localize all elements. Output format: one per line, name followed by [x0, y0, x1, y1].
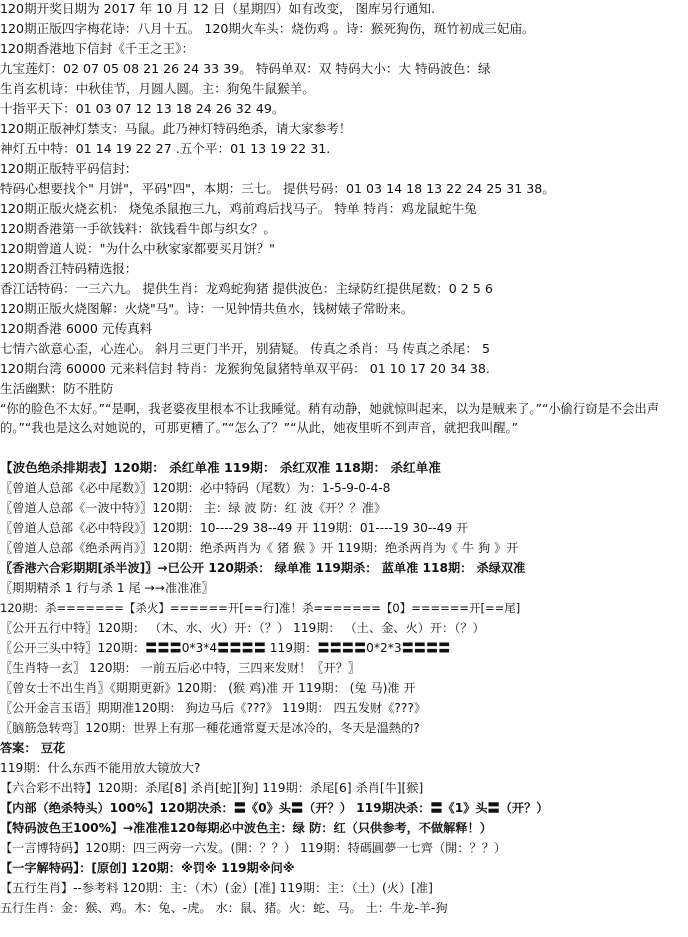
zeng-range: 〖曾道人总部《必中特段》〗120期：10----29 38--49 开 119期：01----19 30--49 开	[0, 521, 469, 535]
plum-poem-line: 120期正版四字梅花诗：八月十五。 120期火车头：烧伤鸡 。诗：猴死狗伤，斑竹初成三妃庙。	[0, 21, 535, 36]
xiangjiang-title: 120期香江特码精选报：	[0, 261, 138, 276]
golden-words-pick: 〖公开金言玉语〗期期准120期： 狗边马后《???》 119期： 四五发财《???》	[0, 701, 427, 715]
nine-lotus-numbers: 九宝莲灯：02 07 05 08 21 26 24 33 39。 特码单双：双 特码大小：大 特码波色：绿	[0, 61, 491, 76]
zeng-tail-numbers: 〖曾道人总部《必中尾数》〗120期：必中特码（尾数）为：1-5-9-0-4-8	[0, 481, 391, 495]
hk-envelope-title: 120期香港地下信封《千王之王》：	[0, 41, 195, 56]
humor-joke-paragraph: “你的脸色不太好。”“是啊，我老婆夜里根本不让我睡觉。稍有动静，她就惊叫起来，以为是贼来了。”“小偷行窃是不会出声的。”“我也是这么对她说的，可那更糟了。”“怎么了？”“从此，她夜里听不到声音，就把我叫醒。”	[0, 402, 659, 435]
zodiac-poem: 生肖玄机诗：中秋佳节，月圆人圆。主：狗兔牛鼠猴羊。	[0, 81, 315, 96]
zeng-kill-two-zodiac: 〖曾道人总部《绝杀两肖》〗120期：绝杀两肖为《 猪 猴 》开 119期：绝杀两肖为《 牛 狗 》开	[0, 541, 519, 555]
humor-title: 生活幽默：防不胜防	[0, 381, 114, 396]
one-char-pick: 【一字解特码】：[原创] 120期：※罚※ 119期※问※	[0, 861, 295, 875]
five-element-zodiac-pick: 【五行生肖】--参考料 120期：主：（木）(金）[准] 119期：主：（土）(火）[准]	[0, 881, 433, 895]
kill-head-pick: 【内部（绝杀特头）100%】120期决杀：〓《0》头〓（开？） 119期决杀：〓《1》头〓（开？）	[0, 801, 549, 815]
three-head-pick: 〖公开三头中特〗120期：〓〓〓0*3*4〓〓〓〓 119期：〓〓〓〓0*2*3〓〓〓〓	[0, 641, 451, 655]
brain-teaser-119: 119期：什么东西不能用放大镜放大?	[0, 761, 201, 775]
five-element-zodiac-table: 五行生肖：金：猴、鸡。木：兔、-虎。 水：鼠、猪。火：蛇、马。 土：牛龙-羊-狗	[0, 901, 448, 915]
brain-teaser-answer: 答案： 豆花	[0, 741, 66, 755]
one-word-pick: 【一言博特码】120期：四三两旁一六发。(開：？？） 119期：特碼圓夢一七齊（開：？？）	[0, 841, 507, 855]
zeng-one-wave: 〖曾道人总部《一波中特》〗120期： 主：绿 波 防：红 波《开？？准》	[0, 501, 387, 515]
wave-king-pick: 【特码波色王100%】→准准准120每期必中波色主：绿 防：红（只供参考，不做解释！）	[0, 821, 492, 835]
color-kill-schedule: 【波色绝杀排期表】120期： 杀红单准 119期： 杀红双准 118期： 杀红单准	[0, 460, 441, 475]
lamp-five-numbers: 神灯五中特：01 14 19 22 27 .五个平：01 13 19 22 31.	[0, 141, 331, 156]
taiwan-envelope-line: 120期台湾 60000 元来料信封 特肖：龙猴狗兔鼠猪特单双平码： 01 10 17 20 34 38.	[0, 361, 490, 376]
lamp-forbid-line: 120期正版神灯禁支：马鼠。此乃神灯特码绝杀，请大家参考！	[0, 121, 352, 136]
hk-first-hand-line: 120期香港第一手欲钱料：欲钱看牛郎与织女？。	[0, 221, 276, 236]
fax-riddle-line: 七情六欲意心歪，心连心。 斜月三更门半开，别猜疑。 传真之杀肖：马 传真之杀尾： 5	[0, 341, 490, 356]
kill-fire-tail: 120期：杀=======【杀火】======开[==行]准！杀=======【0】======开[==尾]	[0, 601, 521, 615]
ms-zeng-zodiac: 〖曾女士不出生肖〗《期期更新》120期： (猴 鸡)准 开 119期： (兔 马)准 开	[0, 681, 416, 695]
no-special-pick: 【六合彩不出特】120期：杀尾[8] 杀肖[蛇][狗] 119期：杀尾[6] 杀肖[牛][猴]	[0, 781, 424, 795]
hk-fax-title: 120期香港 6000 元传真料	[0, 321, 153, 336]
fire-illustration-line: 120期正版火烧图解：火烧"马"。诗：一见钟情共鱼水，钱树婊子常盼来。	[0, 301, 414, 316]
zodiac-mystery-pick: 〖生肖特一玄〗 120期： 一前五后必中特，三四来发财！〖开？〗	[0, 661, 361, 675]
xiangjiang-details: 香江话特码：一三六九。 提供生肖：龙鸡蛇狗猪 提供波色：主绿防红提供尾数：0 2 5 6	[0, 281, 493, 296]
ten-finger-numbers: 十指平天下：01 03 07 12 13 18 24 26 32 49。	[0, 101, 285, 116]
draw-date-notice: 120期开奖日期为 2017 年 10 月 12 日（星期四）如有改变， 图库另行通知.	[0, 1, 436, 16]
five-elements-pick: 〖公开五行中特〗120期： （木、水、火）开：（？） 119期： （土、金、火）开：（？）	[0, 621, 485, 635]
fire-riddle-line: 120期正版火烧玄机： 烧兔杀鼠抱三九，鸡前鸡后找马子。 特单 特肖：鸡龙鼠蛇牛兔	[0, 201, 477, 216]
hk-kill-half-wave: 〖香港六合彩期期[杀半波]〗→已公开 120期杀： 绿单准 119期杀： 蓝单准 118期： 杀绿双准	[0, 561, 526, 575]
kill-row-title: 〖期期精杀 1 行与杀 1 尾 →→准准准〗	[0, 581, 214, 595]
envelope-title-2: 120期正版特平码信封：	[0, 161, 138, 176]
brain-teaser-question: 〖脑筋急转弯〗120期：世界上有那一種花通常夏天是冰冷的，冬天是溫熱的?	[0, 721, 420, 735]
mooncake-hint-numbers: 特码心想要找个" 月饼"，平码"四"，本期：三七。 提供号码：01 03 14 18 13 22 24 25 31 38。	[0, 181, 555, 196]
zeng-says-line: 120期曾道人说："为什么中秋家家都要买月饼？"	[0, 241, 275, 256]
